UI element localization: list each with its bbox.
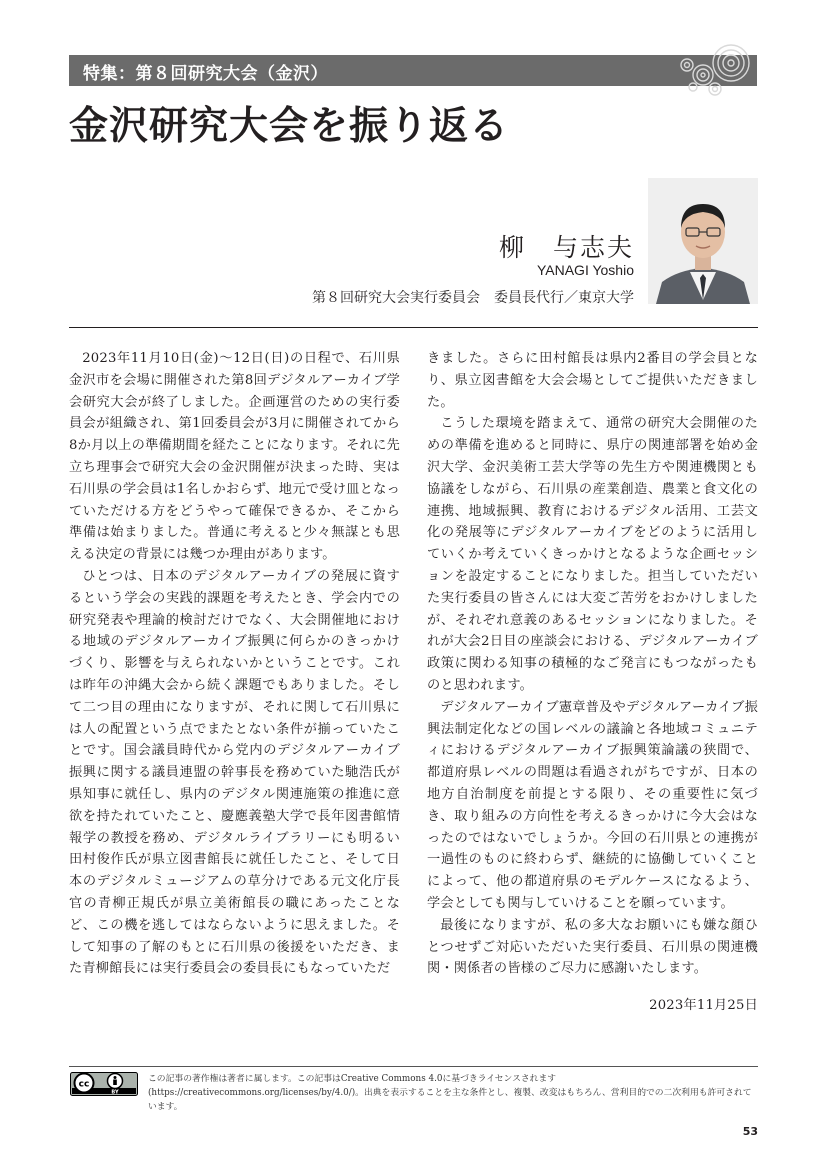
body-paragraph: こうした環境を踏まえて、通常の研究大会開催のための準備を進めると同時に、県庁の関連部署を始め金沢大学、金沢美術工芸大学等の先生方や関連機関とも協議をしながら、石川県の産業創造、農業と食文化の連携、地域振興、教育におけるデジタル活用、工芸文化の発展等にデジタルアーカイブをどのように活用していくか考えていくきっかけとなるような企画セッションを設定することになりました。担当していただいた実行委員の皆さんには大変ご苦労をおかけしましたが、それぞれ意義のあるセッションになりました。それが大会2日目の座談会における、デジタルアーカイブ政策に関わる知事の積極的なご発言にもつながったものと思われます。 xyxy=(427,416,758,693)
author-photo xyxy=(648,178,758,304)
author-portrait-illustration xyxy=(648,178,758,304)
article-date: 2023年11月25日 xyxy=(649,998,758,1014)
footer-divider xyxy=(69,1066,758,1067)
article-headline: 金沢研究大会を振り返る xyxy=(69,104,510,149)
concentric-rings-decoration xyxy=(673,41,753,99)
body-paragraph-continuation: きました。さらに田村館長は県内2番目の学会員となり、県立図書館を大会会場としてご提供いただきました。 xyxy=(427,351,758,410)
section-banner xyxy=(69,55,757,86)
license-notice: この記事の著作権は著者に属します。この記事はCreative Commons 4.0に基づきライセンスされます(https://creativecommons.org/licenses/by/4.0/)。出典を表示することを主な条件とし、複製、改変はもちろん、営利目的での二次利用も許可されています。 xyxy=(148,1074,752,1112)
cc-label: cc xyxy=(78,1079,90,1090)
by-label: BY xyxy=(111,1089,119,1096)
section-title: 特集：第８回研究大会（金沢） xyxy=(83,64,328,84)
author-romanized-name: YANAGI Yoshio xyxy=(536,262,634,278)
body-paragraph: ひとつは、日本のデジタルアーカイブの発展に資するという学会の実践的課題を考えたとき、学会内での研究発表や理論的検討だけでなく、大会開催地における地域のデジタルアーカイブ振興に何らかのきっかけづくり、影響を与えられないかということです。これは昨年の沖縄大会から続く課題でもありました。そして二つ目の理由になりますが、それに関して石川県には人の配置という点でまたとない条件が揃っていたことです。国会議員時代から党内のデジタルアーカイブ振興に関する議員連盟の幹事長を務めていた馳浩氏が県知事に就任し、県内のデジタル関連施策の推進に意欲を持たれていたこと、慶應義塾大学で長年図書館情報学の教授を務め、デジタルライブラリーにも明るい田村俊作氏が県立図書館長に就任したこと、そして日本のデジタルミュージアムの草分けである元文化庁長官の青柳正規氏が県立美術館長の職にあったことなど、この機を逃してはならないように思えました。そして知事の了解のもとに石川県の後援をいただき、また青柳館長には実行委員会の委員長にもなっていただ xyxy=(69,568,400,977)
body-paragraph: 2023年11月10日(金)～12日(日)の日程で、石川県金沢市を会場に開催された第8回デジタルアーカイブ学会研究大会が終了しました。企画運営のための実行委員会が組織され、第1回委員会が3月に開催されてから8か月以上の準備期間を経たことになります。それに先立ち理事会で研究大会の金沢開催が決まった時、実は石川県の学会員は1名しかおらず、地元で受け皿となっていただける方をどうやって確保できるか、そこから準備は始まりました。普通に考えると少々無謀とも思える決定の背景には幾つか理由があります。 xyxy=(69,351,400,563)
body-paragraph: 最後になりますが、私の多大なお願いにも嫌な顔ひとつせずご対応いただいた実行委員、石川県の関連機関・関係者の皆様のご尽力に感謝いたします。 xyxy=(427,917,758,977)
body-column-right xyxy=(427,348,758,1017)
page-number: 53 xyxy=(742,1125,758,1138)
author-name: 柳 与志夫 xyxy=(498,233,634,262)
body-column-left xyxy=(69,348,400,980)
cc-by-license-icon[interactable] xyxy=(70,1072,138,1096)
body-paragraph: デジタルアーカイブ憲章普及やデジタルアーカイブ振興法制定化などの国レベルの議論と各地域コミュニティにおけるデジタルアーカイブ振興策論議の狭間で、都道府県レベルの問題は看過されがちですが、日本の地方自治制度を前提とする限り、その重要性に気づき、取り組みの方向性を考えるきっかけに今大会はなったのではないでしょうか。今回の石川県との連携が一過性のものに終わらず、継続的に協働していくことによって、他の都道府県のモデルケースになるよう、学会としても関与していけることを願っています。 xyxy=(427,699,758,911)
author-affiliation: 第８回研究大会実行委員会 委員長代行／東京大学 xyxy=(312,290,634,306)
header-divider xyxy=(69,327,758,328)
